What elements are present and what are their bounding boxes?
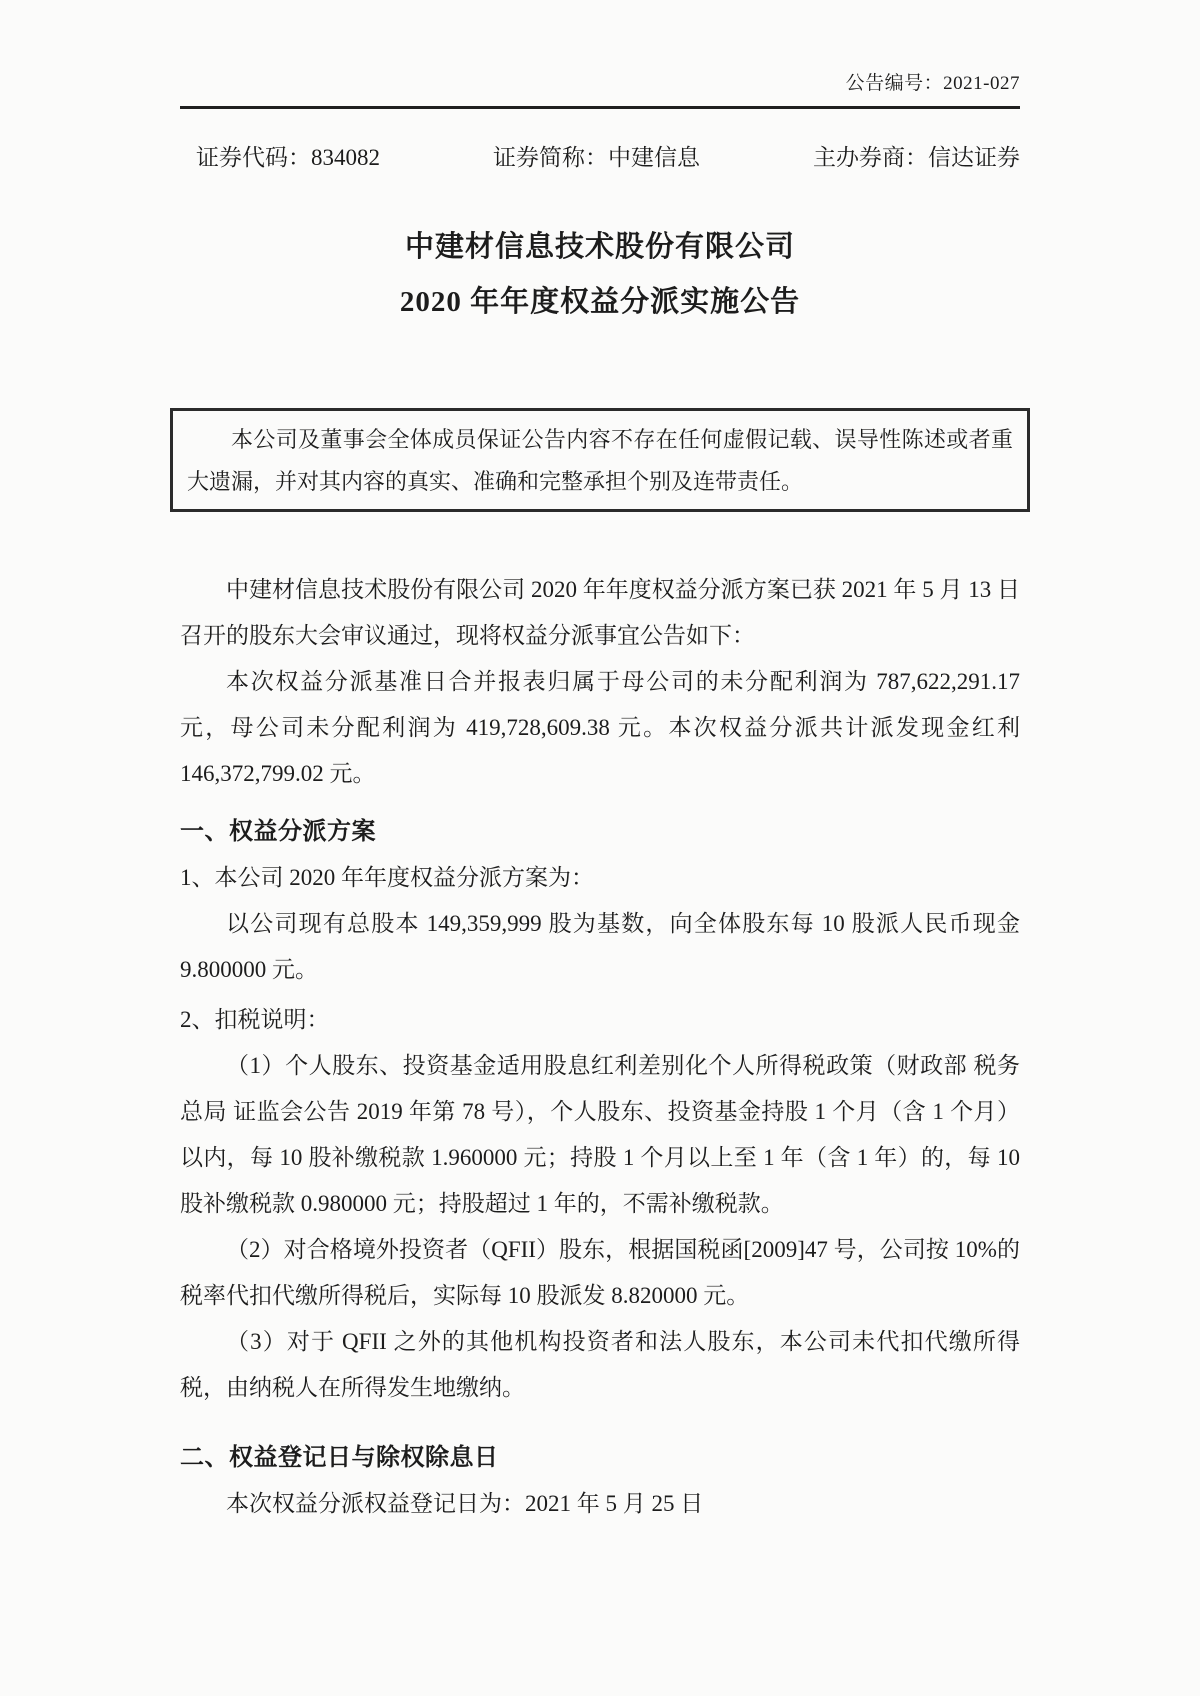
- list-item-plan: 1、本公司 2020 年年度权益分派方案为：: [180, 865, 594, 890]
- record-date-paragraph: 本次权益分派权益登记日为：2021 年 5 月 25 日: [226, 1491, 704, 1516]
- securities-code: 证券代码：834082: [196, 145, 380, 170]
- securities-info-row: [180, 143, 1020, 173]
- board-disclaimer-box: 本公司及董事会全体成员保证公告内容不存在任何虚假记载、误导性陈述或者重大遗漏，并对其内容的真实、准确和完整承担个别及连带责任。: [170, 408, 1030, 512]
- tax-note-other-institutions: （3）对于 QFII 之外的其他机构投资者和法人股东，本公司未代扣代缴所得税，由纳税人在所得发生地缴纳。: [180, 1329, 1020, 1400]
- sponsor-broker: 主办券商：信达证券: [813, 145, 1020, 170]
- tax-note-qfii: （2）对合格境外投资者（QFII）股东，根据国税函[2009]47 号，公司按 10%的税率代扣代缴所得税后，实际每 10 股派发 8.820000 元。: [180, 1237, 1020, 1308]
- header-rule: [180, 106, 1020, 109]
- document-content: [0, 70, 1200, 1527]
- securities-short-name: 证券简称：中建信息: [493, 145, 700, 170]
- intro-paragraph-profit-figures: 本次权益分派基准日合并报表归属于母公司的未分配利润为 787,622,291.17 元，母公司未分配利润为 419,728,609.38 元。本次权益分派共计派发现金红利 146,372,799.02 元。: [180, 669, 1020, 786]
- document-title-company: 中建材信息技术股份有限公司: [404, 231, 795, 263]
- tax-note-individual: （1）个人股东、投资基金适用股息红利差别化个人所得税政策（财政部 税务总局 证监会公告 2019 年第 78 号），个人股东、投资基金持股 1 个月（含 1 个月）以内，每 10 股补缴税款 1.960000 元；持股 1 个月以上至 1 年（含 1 年）的，每 10 股补缴税款 0.980000 元；持股超过 1 年的，不需补缴税款。: [180, 1053, 1020, 1216]
- section-heading-record-date: 二、权益登记日与除权除息日: [180, 1444, 499, 1471]
- list-item-tax-notes: 2、扣税说明：: [180, 1007, 330, 1032]
- plan-detail-paragraph: 以公司现有总股本 149,359,999 股为基数，向全体股东每 10 股派人民币现金 9.800000 元。: [180, 911, 1020, 982]
- section-heading-distribution-plan: 一、权益分派方案: [180, 818, 376, 845]
- document-title-subject: 2020 年年度权益分派实施公告: [399, 286, 801, 318]
- announcement-number: 公告编号：2021-027: [845, 73, 1020, 94]
- intro-paragraph-approval: 中建材信息技术股份有限公司 2020 年年度权益分派方案已获 2021 年 5 月 13 日召开的股东大会审议通过，现将权益分派事宜公告如下：: [180, 577, 1021, 648]
